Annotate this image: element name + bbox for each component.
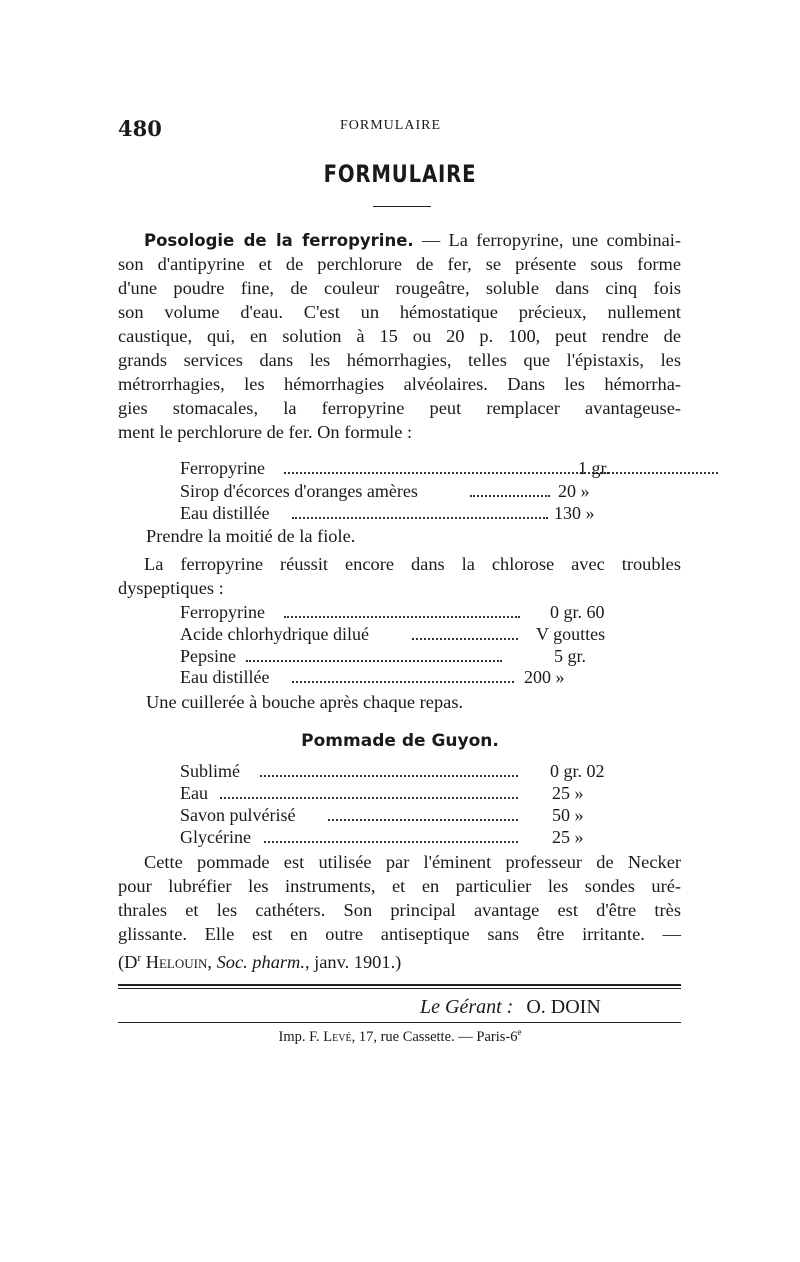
dot-leader xyxy=(412,638,518,640)
paragraph-line: gies stomacales, la ferropyrine peut remplacer avantageuse- xyxy=(118,398,681,418)
section-subhead: Pommade de Guyon. xyxy=(301,731,499,751)
paragraph-line: grands services dans les hémorrhagies, telles que l'épistaxis, les xyxy=(118,350,681,370)
recipe-row xyxy=(180,805,680,827)
imprint-printer: Levé xyxy=(323,1028,352,1045)
ingredient-name: Eau distillée xyxy=(180,503,270,523)
ingredient-name: Acide chlorhydrique dilué xyxy=(180,624,369,644)
ingredient-quantity: 25 » xyxy=(552,827,584,847)
dot-leader xyxy=(292,681,514,683)
footer-rule-thin xyxy=(118,988,681,989)
paragraph-line: métrorrhagies, les hémorrhagies alvéolaires. Dans les hémorrha- xyxy=(118,374,681,394)
ingredient-quantity: 5 gr. xyxy=(554,646,587,666)
gerant-rule xyxy=(118,1022,681,1023)
recipe-row xyxy=(180,624,680,646)
recipe-row xyxy=(180,503,680,525)
dot-leader xyxy=(264,841,518,843)
dot-leader xyxy=(292,517,548,519)
recipe-row xyxy=(180,761,680,783)
citation-open: (D xyxy=(118,952,138,973)
gerant-line xyxy=(420,996,601,1019)
ingredient-name: Savon pulvérisé xyxy=(180,805,296,825)
ingredient-name: Sirop d'écorces d'oranges amères xyxy=(180,481,418,501)
ingredient-name: Ferropyrine xyxy=(180,602,265,622)
ingredient-name: Eau xyxy=(180,783,208,803)
page-title: FORMULAIRE xyxy=(323,160,477,188)
page-number: 480 xyxy=(118,116,162,141)
dot-leader xyxy=(246,660,502,662)
paragraph-line: d'une poudre fine, de couleur rougeâtre, soluble dans cinq fois xyxy=(118,278,681,298)
citation-date: , janv. 1901.) xyxy=(304,952,402,973)
ingredient-name: Eau distillée xyxy=(180,667,270,687)
dot-leader xyxy=(328,819,518,821)
ingredient-quantity: 0 gr. 02 xyxy=(550,761,605,781)
imprint-address: , 17, rue Cassette. — Paris-6 xyxy=(351,1028,518,1045)
ingredient-name: Sublimé xyxy=(180,761,241,781)
dot-leader xyxy=(260,775,518,777)
recipe-instruction: Une cuillerée à bouche après chaque repas. xyxy=(146,692,464,712)
chlorose-paragraph xyxy=(118,552,681,600)
recipe-row xyxy=(180,646,680,668)
recipe-row xyxy=(180,827,680,849)
ingredient-name: Pepsine xyxy=(180,646,236,666)
ingredient-name: Ferropyrine xyxy=(180,458,265,478)
paragraph-line: Cette pommade est utilisée par l'éminent professeur de Necker xyxy=(144,852,681,872)
imprint-superscript: e xyxy=(517,1027,522,1037)
dot-leader xyxy=(284,616,520,618)
ingredient-quantity: V gouttes xyxy=(536,624,606,644)
paragraph-line: son d'antipyrine et de perchlorure de fer, se présente sous forme xyxy=(118,254,681,274)
recipe-row xyxy=(180,783,680,805)
citation-superscript: r xyxy=(137,952,142,964)
paragraph-line: caustique, qui, en solution à 15 ou 20 p. 100, peut rendre de xyxy=(118,326,681,346)
citation-author: Helouin xyxy=(145,952,208,973)
dot-leader xyxy=(220,797,518,799)
ingredient-quantity: 25 » xyxy=(552,783,584,803)
running-head: FORMULAIRE xyxy=(340,118,442,133)
ingredient-quantity: 1 gr. xyxy=(578,458,611,478)
paragraph-line: ment le perchlorure de fer. On formule : xyxy=(118,422,413,442)
imprint-prefix: Imp. F. xyxy=(278,1028,324,1045)
recipe-row xyxy=(180,458,680,480)
ingredient-quantity: 200 » xyxy=(524,667,565,687)
paragraph-line: La ferropyrine réussit encore dans la chlorose avec troubles xyxy=(144,554,681,574)
paragraph-line: pour lubréfier les instruments, et en particulier les sondes uré- xyxy=(118,876,681,896)
ingredient-quantity: 50 » xyxy=(552,805,584,825)
paragraph-line: thrales et les cathéters. Son principal avantage est d'être très xyxy=(118,900,681,920)
imprint-line xyxy=(0,1027,800,1046)
paragraph-line: son volume d'eau. C'est un hémostatique précieux, nullement xyxy=(118,302,681,322)
gerant-name: O. DOIN xyxy=(526,996,601,1018)
ingredient-name: Glycérine xyxy=(180,827,251,847)
citation-journal: Soc. pharm. xyxy=(216,952,305,973)
paragraph-line: glissante. Elle est en outre antiseptique sans être irritante. — xyxy=(118,924,681,944)
section-lead: Posologie de la ferropyrine. xyxy=(144,231,414,250)
ingredient-quantity: 130 » xyxy=(554,503,595,523)
paragraph-line-text: — La ferropyrine, une combinai- xyxy=(413,230,682,250)
ferropyrine-paragraph xyxy=(118,228,681,444)
dot-leader xyxy=(284,472,718,474)
dot-leader xyxy=(470,495,550,497)
recipe-row xyxy=(180,481,680,503)
recipe-row xyxy=(180,667,680,689)
paragraph-line: dyspeptiques : xyxy=(118,578,224,598)
footer-rule-thick xyxy=(118,984,681,986)
title-rule xyxy=(373,206,431,207)
gerant-label: Le Gérant : xyxy=(420,996,514,1018)
paragraph-line xyxy=(118,228,681,252)
ingredient-quantity: 20 » xyxy=(558,481,590,501)
citation-line: ($D^r$ Helouin, Soc. pharm., janv. 1901.) xyxy=(118,952,402,973)
recipe-instruction: Prendre la moitié de la fiole. xyxy=(146,526,356,546)
ingredient-quantity: 0 gr. 60 xyxy=(550,602,605,622)
guyon-paragraph xyxy=(118,850,681,973)
recipe-row xyxy=(180,602,680,624)
